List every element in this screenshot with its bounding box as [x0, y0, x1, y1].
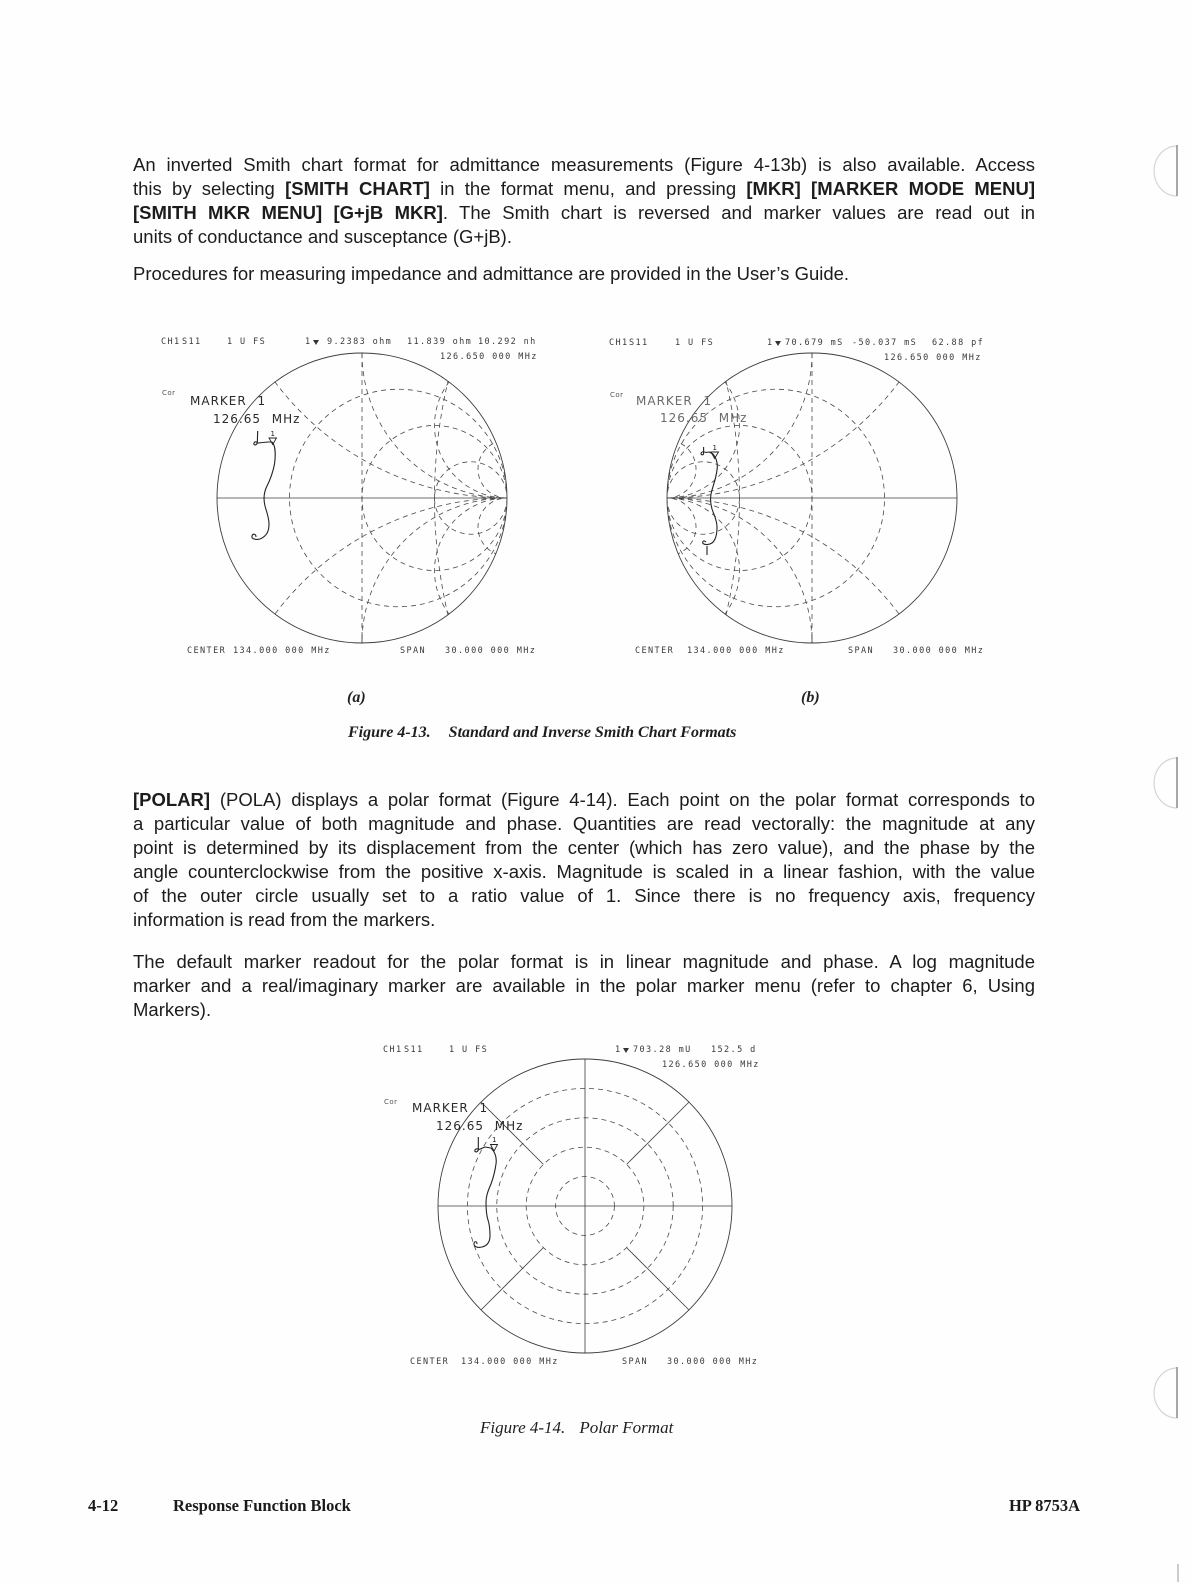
caption-number: Figure 4-13.	[348, 724, 431, 741]
marker-active-icon	[775, 341, 781, 346]
text-run: point is determined by its displacement from the center (which has zero value), and the phase by the	[133, 837, 1035, 858]
binder-ring-mark-icon	[1140, 752, 1192, 816]
paragraph-3-line-5	[133, 884, 1035, 908]
parameter-label: S11	[629, 338, 649, 348]
text-run: The default marker readout for the polar format is in linear magnitude and phase. A log magnitude	[133, 951, 1035, 972]
marker-frequency: 126.650 000 MHz	[884, 353, 982, 363]
text-run: Procedures for measuring impedance and admittance are provided in the User’s Guide.	[133, 263, 850, 284]
caption-number: Figure 4-14.	[480, 1418, 566, 1437]
text-run: An inverted Smith chart format for admittance measurements (Figure 4-13b) is also available. Access	[133, 154, 1035, 175]
paragraph-3-line-6	[133, 908, 1035, 932]
center-value: 134.000 000 MHz	[687, 646, 785, 656]
readout-conductance: 70.679 mS	[785, 338, 844, 348]
page-number: 4-12	[88, 1496, 119, 1515]
text-run: . The Smith chart is reversed and marker values are read out in	[442, 202, 1035, 223]
text-run: of the outer circle usually set to a ratio value of 1. Since there is no frequency axis, frequency	[133, 885, 1035, 906]
marker-annotation: MARKER 1	[190, 394, 267, 408]
marker-annotation-frequency: 126.65 MHz	[436, 1119, 524, 1133]
product-name: HP 8753A	[1008, 1496, 1080, 1515]
marker-triangle-icon	[491, 1144, 498, 1151]
measurement-trace	[252, 431, 275, 539]
caption-title: Standard and Inverse Smith Chart Formats	[448, 724, 737, 741]
trace-marker-label: 1	[492, 1135, 497, 1144]
marker-annotation: MARKER 1	[636, 394, 713, 408]
marker-number: 1	[767, 338, 774, 348]
scale-label: 1 U FS	[675, 338, 715, 348]
readout-capacitance: 62.88 pf	[932, 338, 985, 348]
marker-readout-number	[615, 1044, 629, 1056]
center-value: 134.000 000 MHz	[233, 646, 331, 656]
channel-label: CH1	[383, 1045, 403, 1055]
paragraph-4-line-1	[133, 950, 1035, 974]
paragraph-1-line-1	[133, 153, 1035, 177]
binder-ring-mark-icon	[1140, 140, 1192, 204]
marker-active-icon	[313, 340, 319, 345]
readout-reactance: 11.839 ohm	[407, 337, 473, 347]
figure-sublabel-b: (b)	[801, 689, 820, 706]
marker-triangle-icon	[269, 438, 277, 445]
span-label: SPAN	[848, 646, 875, 656]
text-run: information is read from the markers.	[133, 909, 436, 930]
softkey-polar: [POLAR]	[133, 789, 211, 810]
center-label: CENTER	[187, 646, 227, 656]
section-title: Response Function Block	[173, 1496, 351, 1515]
paragraph-4-line-3	[133, 998, 1035, 1022]
text-run: a particular value of both magnitude and phase. Quantities are read vectorally: the magnitude at any	[133, 813, 1035, 834]
span-value: 30.000 000 MHz	[667, 1357, 759, 1367]
readout-inductance: 10.292 nh	[478, 337, 537, 347]
center-label: CENTER	[635, 646, 675, 656]
span-value: 30.000 000 MHz	[445, 646, 537, 656]
figure-4-13-caption	[348, 724, 736, 742]
paragraph-3-line-1	[133, 788, 1035, 812]
readout-phase: 152.5 d	[711, 1045, 757, 1055]
readout-resistance: 9.2383 ohm	[327, 337, 393, 347]
softkey-smith-mkr-menu-gjb: [SMITH MKR MENU] [G+jB MKR]	[133, 202, 443, 223]
text-run: this by selecting	[133, 178, 286, 199]
center-label: CENTER	[410, 1357, 450, 1367]
caption-title: Polar Format	[579, 1418, 674, 1437]
paragraph-1-line-4	[133, 225, 1035, 249]
measurement-trace	[474, 1137, 496, 1247]
span-value: 30.000 000 MHz	[893, 646, 985, 656]
softkey-mkr-marker-mode-menu: [MKR] [MARKER MODE MENU]	[746, 178, 1035, 199]
marker-frequency: 126.650 000 MHz	[662, 1060, 760, 1070]
binder-ring-mark-icon	[1140, 1362, 1192, 1426]
marker-annotation: MARKER 1	[412, 1101, 489, 1115]
paragraph-1-line-2	[133, 177, 1035, 201]
marker-frequency: 126.650 000 MHz	[440, 352, 538, 362]
correction-indicator: Cor	[162, 389, 176, 397]
trace-marker-label: 1	[270, 429, 275, 438]
center-value: 134.000 000 MHz	[461, 1357, 559, 1367]
paragraph-4-line-2	[133, 974, 1035, 998]
span-label: SPAN	[400, 646, 427, 656]
scale-label: 1 U FS	[449, 1045, 489, 1055]
parameter-label: S11	[182, 337, 202, 347]
softkey-smith-chart: [SMITH CHART]	[285, 178, 430, 199]
text-run: marker and a real/imaginary marker are available in the polar marker menu (refer to chapter 6, Using	[133, 975, 1035, 996]
marker-annotation-frequency: 126.65 MHz	[660, 411, 748, 425]
correction-indicator: Cor	[610, 391, 624, 399]
scan-edge-mark-icon	[1140, 1560, 1192, 1585]
text-run: (POLA) displays a polar format (Figure 4-14). Each point on the polar format corresponds to	[210, 789, 1035, 810]
figure-sublabel-a: (a)	[347, 689, 366, 706]
trace-marker-label: 1	[712, 443, 717, 452]
readout-magnitude: 703.28 mU	[633, 1045, 692, 1055]
figure-4-14-caption	[480, 1418, 673, 1438]
scale-label: 1 U FS	[227, 337, 267, 347]
paragraph-3-line-2	[133, 812, 1035, 836]
channel-label: CH1	[609, 338, 629, 348]
correction-indicator: Cor	[384, 1098, 398, 1106]
text-run: angle counterclockwise from the positive x-axis. Magnitude is scaled in a linear fashion, with the value	[133, 861, 1035, 882]
text-run: Markers).	[133, 999, 212, 1020]
span-label: SPAN	[622, 1357, 649, 1367]
marker-active-icon	[623, 1048, 629, 1053]
text-run: units of conductance and susceptance (G+jB).	[133, 226, 512, 247]
marker-number: 1	[615, 1045, 622, 1055]
marker-number: 1	[305, 337, 312, 347]
paragraph-3-line-4	[133, 860, 1035, 884]
parameter-label: S11	[404, 1045, 424, 1055]
paragraph-3-line-3	[133, 836, 1035, 860]
channel-label: CH1	[161, 337, 181, 347]
marker-readout-number	[305, 336, 319, 348]
paragraph-1-line-3	[133, 201, 1035, 225]
paragraph-2-line-1	[133, 262, 1035, 286]
text-run: in the format menu, and pressing	[429, 178, 747, 199]
readout-susceptance: -50.037 mS	[852, 338, 918, 348]
marker-annotation-frequency: 126.65 MHz	[213, 412, 301, 426]
